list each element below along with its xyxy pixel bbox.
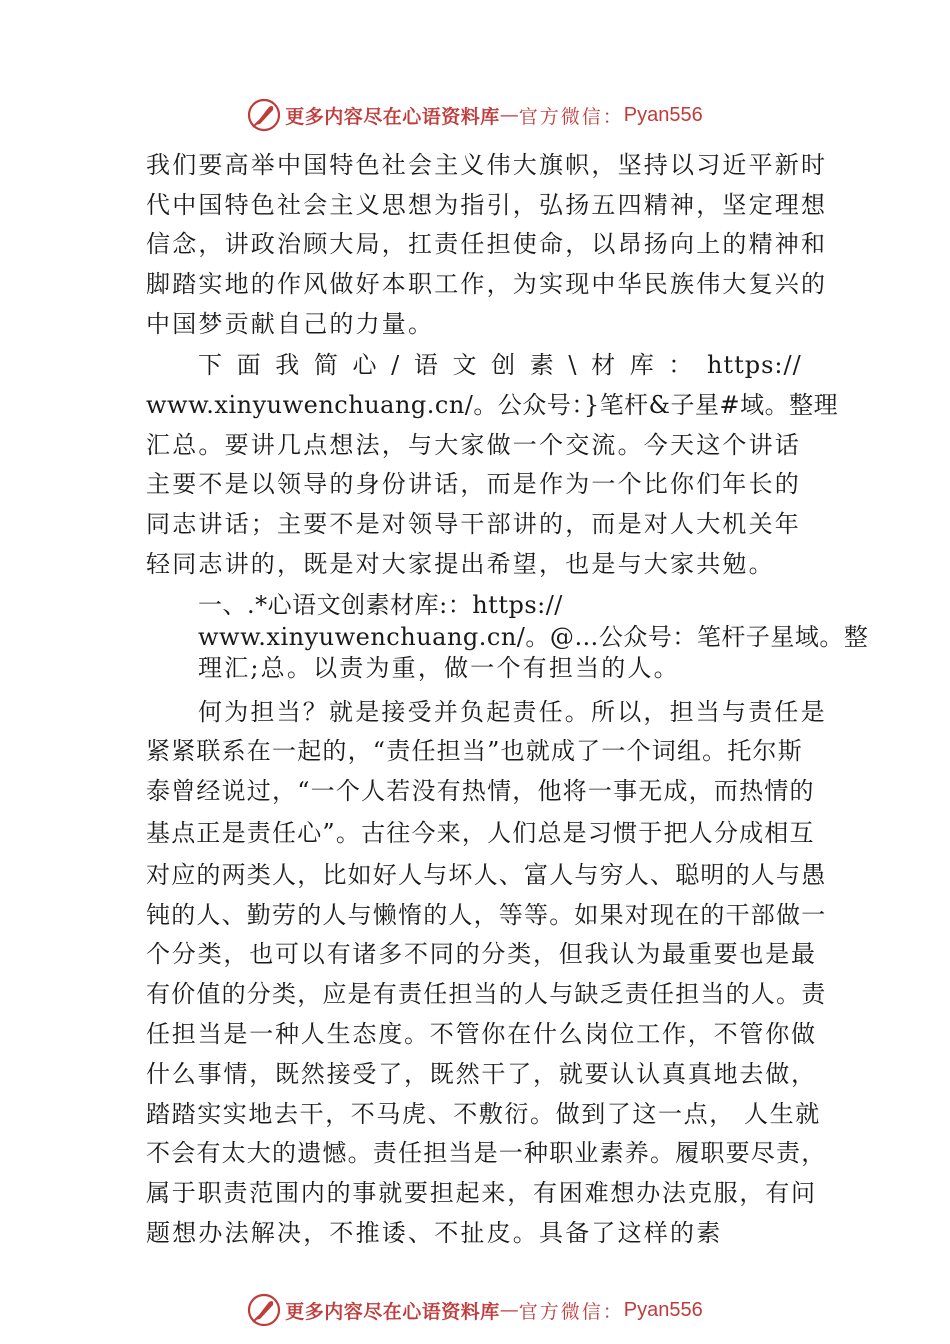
text-line: 任担当是一种人生态度。不管你在什么岗位工作，不管你做 xyxy=(146,1020,817,1048)
header-brand: 更多内容尽在心语资料库 xyxy=(285,105,500,128)
quill-logo-icon xyxy=(247,98,281,132)
header-separator: — xyxy=(499,104,519,126)
footer-banner xyxy=(0,1290,950,1330)
text-line: 何为担当？就是接受并负起责任。所以，担当与责任是 xyxy=(198,698,827,726)
text-line: 什么事情，既然接受了，既然干了，就要认认真真地去做， xyxy=(146,1060,817,1088)
text-line: 同志讲话；主要不是对领导干部讲的，而是对人大机关年 xyxy=(146,510,801,538)
text-line: 信念，讲政治顾大局，扛责任担使命，以昂扬向上的精神和 xyxy=(146,230,828,258)
text-line: www.xinyuwenchuang.cn/。@…公众号：笔杆子星域。整 xyxy=(198,623,869,651)
footer-separator: — xyxy=(499,1299,519,1321)
header-wechat-label: 官方微信： xyxy=(518,105,624,128)
text-line: 泰曾经说过，“一个人若没有热情，他将一事无成，而热情的 xyxy=(146,777,815,805)
text-line: 脚踏实地的作风做好本职工作，为实现中华民族伟大复兴的 xyxy=(146,270,828,298)
text-line: 轻同志讲的，既是对大家提出希望，也是与大家共勉。 xyxy=(146,550,775,578)
text-line: 汇总。要讲几点想法，与大家做一个交流。今天这个讲话 xyxy=(146,431,801,459)
text-line: 个分类，也可以有诸多不同的分类，但我认为最重要也是最 xyxy=(146,940,817,968)
text-line: 对应的两类人，比如好人与坏人、富人与穷人、聪明的人与愚 xyxy=(146,861,827,889)
text-line: 主要不是以领导的身份讲话，而是作为一个比你们年长的 xyxy=(146,470,801,498)
text-line: 我们要高举中国特色社会主义伟大旗帜，坚持以习近平新时 xyxy=(146,151,828,179)
text-line: 一、.*心语文创素材库:：https:// xyxy=(198,591,563,619)
footer-wechat-id: Pyan556 xyxy=(623,1298,703,1321)
header-banner xyxy=(0,95,950,135)
text-line: 理汇;总。以责为重，做一个有担当的人。 xyxy=(198,654,680,682)
text-line: 有价值的分类，应是有责任担当的人与缺乏责任担当的人。责 xyxy=(146,980,827,1008)
text-line: 属于职责范围内的事就要担起来，有困难想办法克服，有问 xyxy=(146,1179,817,1207)
text-line: www.xinyuwenchuang.cn/。公众号：}笔杆&子星#域。整理 xyxy=(146,391,839,419)
footer-brand: 更多内容尽在心语资料库 xyxy=(285,1300,500,1323)
footer-wechat-label: 官方微信： xyxy=(518,1300,624,1323)
text-line: 紧紧联系在一起的，“责任担当”也就成了一个词组。托尔斯 xyxy=(146,737,803,765)
text-line: 基点正是责任心”。古往今来，人们总是习惯于把人分成相互 xyxy=(146,819,815,847)
text-line: 下 面 我 简 心 / 语 文 创 素 \ 材 库 ： https:// xyxy=(198,351,802,379)
text-line: 代中国特色社会主义思想为指引，弘扬五四精神，坚定理想 xyxy=(146,191,828,219)
text-line: 钝的人、勤劳的人与懒惰的人，等等。如果对现在的干部做一 xyxy=(146,901,827,929)
header-wechat-id: Pyan556 xyxy=(623,103,703,126)
text-line: 踏踏实实地去干，不马虎、不敷衍。做到了这一点， 人生就 xyxy=(146,1100,821,1128)
text-line: 题想办法解决，不推诿、不扯皮。具备了这样的素 xyxy=(146,1219,723,1247)
text-line: 不会有太大的遗憾。责任担当是一种职业素养。履职要尽责， xyxy=(146,1139,827,1167)
quill-logo-icon xyxy=(247,1293,281,1327)
text-line: 中国梦贡献自己的力量。 xyxy=(146,310,435,338)
